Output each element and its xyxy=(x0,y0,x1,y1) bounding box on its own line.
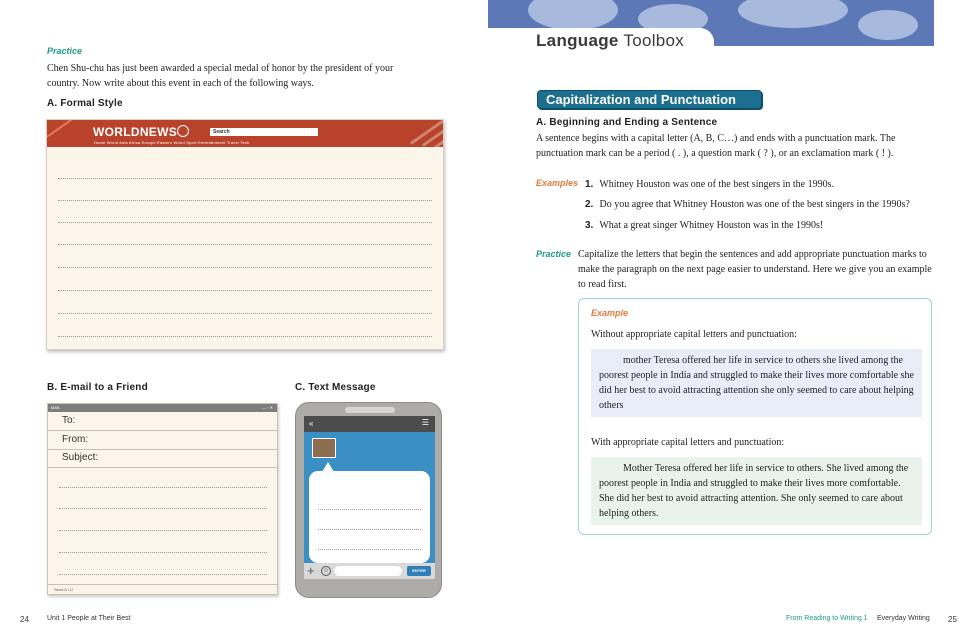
writing-line xyxy=(318,529,421,530)
capitalization-heading: Capitalization and Punctuation xyxy=(537,90,762,109)
search-input[interactable]: Search xyxy=(210,128,318,136)
writing-line xyxy=(58,313,432,314)
writing-line xyxy=(58,267,432,268)
email-toolbar[interactable]: Send A I U xyxy=(48,584,277,594)
writing-line xyxy=(58,336,432,337)
writing-line xyxy=(59,530,267,531)
footer-left: Unit 1 People at Their Best xyxy=(47,615,131,622)
writing-line xyxy=(59,552,267,553)
globe-icon xyxy=(177,125,189,137)
practice-instructions: Chen Shu-chu has just been awarded a special medal of honor by the president of your country. Now write about this event in each of the following ways. xyxy=(47,63,394,89)
writing-line xyxy=(318,549,421,550)
message-bubble xyxy=(309,471,430,563)
news-nav-menu[interactable]: Home World Asia Africa Europe Eastern World Sport Entertainment Travel Tech xyxy=(94,140,250,145)
practice-tag: Practice xyxy=(47,46,83,56)
section-a-heading-right: A. Beginning and Ending a Sentence xyxy=(536,117,718,128)
message-input[interactable] xyxy=(334,566,402,576)
writing-line xyxy=(59,574,267,575)
worldnews-header xyxy=(47,120,443,147)
section-c-heading: C. Text Message xyxy=(295,382,376,393)
contact-avatar xyxy=(312,438,336,458)
writing-line xyxy=(58,290,432,291)
back-icon[interactable]: « xyxy=(309,419,314,428)
message-input-bar xyxy=(304,563,435,579)
email-from-field[interactable]: From: xyxy=(48,431,277,450)
example-tag: Example xyxy=(591,308,629,318)
worldnews-logo: WORLDNEWS xyxy=(93,125,178,139)
section-b-heading: B. E-mail to a Friend xyxy=(47,382,148,393)
writing-line xyxy=(58,178,432,179)
phone-mockup xyxy=(295,402,442,598)
phone-speaker xyxy=(345,407,395,413)
without-label: Without appropriate capital letters and punctuation: xyxy=(591,329,797,340)
email-to-field[interactable]: To: xyxy=(48,412,277,431)
banner-pattern xyxy=(738,0,848,28)
phone-top-bar xyxy=(304,416,435,432)
practice-text: Capitalize the letters that begin the sentences and add appropriate punctuation marks to make the paragraph on the next page easier to understand. Here we give you an example to read first. xyxy=(578,249,932,290)
example-box xyxy=(578,298,932,535)
writing-line xyxy=(59,487,267,488)
rule-text: A sentence begins with a capital letter (A, B, C…) and ends with a punctuation mark. The punctuation mark can be a period ( . ), a question mark ( ? ), or an exclamation mark ( ! ). xyxy=(536,133,896,159)
example-item: 1. Whitney Houston was one of the best singers in the 1990s. xyxy=(585,179,835,190)
footer-right: Everyday Writing xyxy=(877,615,930,622)
banner-pattern xyxy=(858,10,918,40)
writing-line xyxy=(58,244,432,245)
email-writing-box xyxy=(47,403,278,595)
examples-tag: Examples xyxy=(536,178,579,188)
menu-icon[interactable]: ☰ xyxy=(421,418,429,427)
writing-line xyxy=(59,508,267,509)
writing-line xyxy=(58,200,432,201)
emoji-icon[interactable]: ☺ xyxy=(322,568,330,574)
with-label: With appropriate capital letters and punctuation: xyxy=(591,437,785,448)
page-number-right: 25 xyxy=(948,615,957,624)
email-subject-field[interactable]: Subject: xyxy=(48,449,277,468)
swoosh-decoration xyxy=(47,120,76,138)
without-paragraph: mother Teresa offered her life in service to others she lived among the poorest people in India and struggled to make their lives more comfortable she did her best to avoid attracting attention she only seemed to care about helping others xyxy=(591,349,922,417)
practice-tag-right: Practice xyxy=(536,249,572,259)
with-paragraph: Mother Teresa offered her life in service to others. She lived among the poorest people in India and struggled to make their lives more comfortable. She did her best to avoid attracting attention. She only seemed to care about helping others. xyxy=(591,457,922,525)
worldnews-writing-box xyxy=(46,119,444,350)
section-a-heading: A. Formal Style xyxy=(47,98,123,109)
example-item: 3. What a great singer Whitney Houston was in the 1990s! xyxy=(585,220,824,231)
phone-screen xyxy=(304,416,435,579)
page-number-left: 24 xyxy=(20,615,29,624)
writing-line xyxy=(58,222,432,223)
language-toolbox-title: Language Toolbox xyxy=(536,31,685,50)
example-item: 2. Do you agree that Whitney Houston was one of the best singers in the 1990s? xyxy=(585,199,910,210)
enter-button[interactable]: ENTER xyxy=(407,566,431,576)
writing-line xyxy=(318,509,421,510)
plus-icon[interactable]: + xyxy=(307,563,315,578)
banner-pattern xyxy=(528,0,618,30)
footer-right-colored: From Reading to Writing 1 xyxy=(786,615,868,622)
mail-title-bar: MAIL — ▫ ✕ xyxy=(48,404,277,412)
